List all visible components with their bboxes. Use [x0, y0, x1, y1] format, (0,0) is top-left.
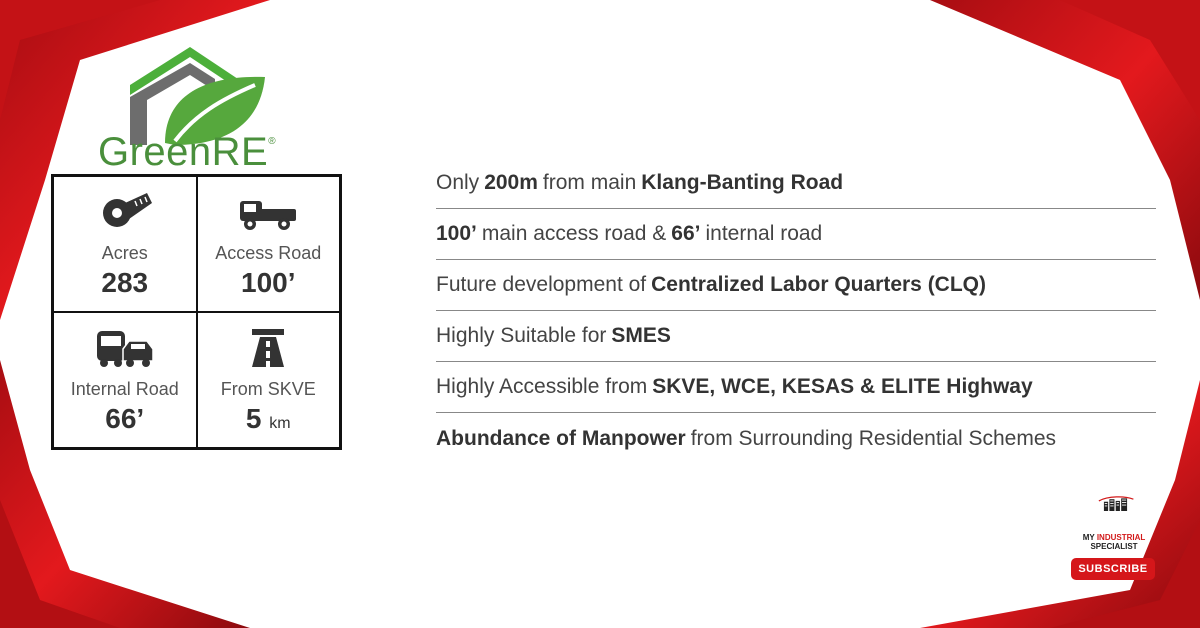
- channel-name: MY INDUSTRIAL SPECIALIST: [1082, 533, 1146, 551]
- feature-item: Highly Suitable for SMES: [436, 311, 1156, 362]
- stat-label: Internal Road: [70, 379, 179, 399]
- subscribe-button[interactable]: SUBSCRIBE: [1071, 558, 1155, 580]
- feature-item: Future development of Centralized Labor Quarters (CLQ): [436, 260, 1156, 311]
- stat-access-road: [197, 176, 341, 312]
- stat-value: 66’: [105, 403, 145, 434]
- stat-label: Acres: [101, 243, 148, 263]
- stat-internal-road: [53, 312, 197, 448]
- stat-value: 5 km: [245, 403, 291, 434]
- greenre-wordmark: GreenRE®: [98, 130, 277, 174]
- tape-measure-icon: [97, 191, 153, 233]
- site-stats-grid: [51, 174, 342, 450]
- truck-icon: [236, 191, 300, 233]
- stat-acres: [53, 176, 197, 312]
- buildings-logo-icon: [1068, 495, 1163, 535]
- feature-item: Abundance of Manpower from Surrounding Residential Schemes: [436, 426, 1057, 450]
- feature-list: [436, 158, 1156, 464]
- vehicles-icon: [93, 327, 157, 369]
- stat-label: Access Road: [215, 243, 322, 263]
- feature-item: Only 200m from main Klang-Banting Road: [436, 158, 1156, 209]
- stat-value: 100’: [241, 267, 296, 298]
- feature-item: 100’ main access road & 66’ internal road: [436, 209, 1156, 260]
- stat-value: 283: [101, 267, 149, 298]
- stat-label: From SKVE: [220, 379, 316, 399]
- highway-icon: [248, 327, 288, 369]
- feature-item: Highly Accessible from SKVE, WCE, KESAS & ELITE Highway: [436, 362, 1156, 413]
- stat-from-skve: [197, 312, 341, 448]
